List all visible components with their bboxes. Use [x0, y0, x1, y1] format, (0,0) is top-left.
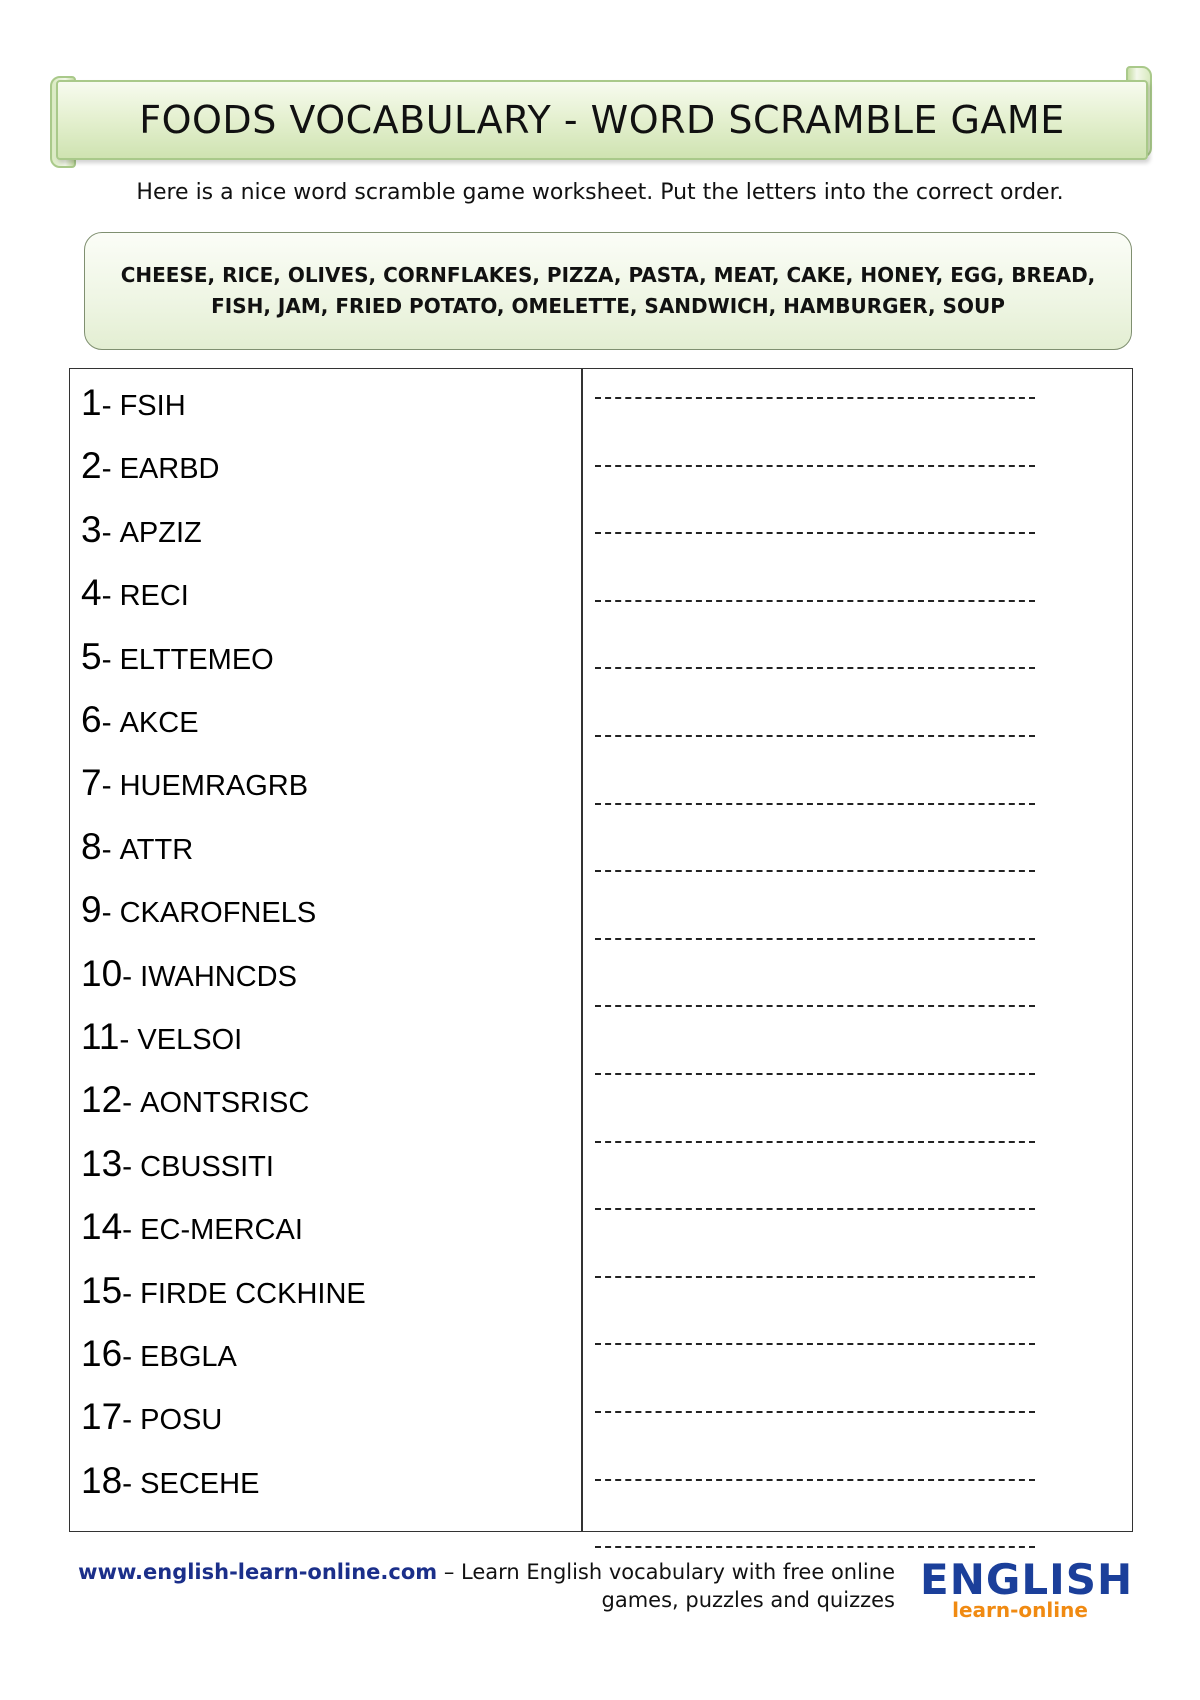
exercise-row	[70, 1332, 1132, 1395]
item-separator: -	[122, 1276, 133, 1310]
exercise-item	[81, 761, 308, 808]
exercise-row	[70, 952, 1132, 1015]
item-number: 15	[81, 1269, 123, 1311]
item-number: 6	[81, 699, 102, 740]
item-number: 18	[81, 1459, 123, 1501]
answer-blank[interactable]	[595, 938, 1035, 940]
logo-sub-text: learn-online	[952, 1598, 1088, 1622]
scrambled-word: EBGLA	[140, 1341, 237, 1373]
exercise-item	[81, 381, 186, 428]
exercise-item	[81, 1142, 274, 1189]
item-number: 16	[81, 1333, 123, 1374]
word-bank-box	[84, 232, 1132, 350]
exercise-row	[70, 571, 1132, 634]
exercise-item	[81, 825, 193, 872]
item-number: 8	[81, 825, 102, 867]
item-separator: -	[101, 389, 112, 422]
item-number: 13	[81, 1142, 123, 1184]
exercise-item	[81, 1332, 237, 1379]
title-banner-body	[56, 80, 1148, 160]
scrambled-word: FIRDE CCKHINE	[140, 1277, 366, 1310]
exercise-item	[81, 1078, 309, 1125]
exercise-row	[70, 1078, 1132, 1141]
scrambled-word: ATTR	[119, 833, 194, 866]
scrambled-word: ELTTEMEO	[119, 643, 274, 676]
scrambled-word: FSIH	[119, 390, 186, 422]
item-number: 5	[81, 635, 102, 677]
answer-blank[interactable]	[595, 803, 1035, 805]
exercise-item	[81, 571, 189, 618]
item-number: 14	[81, 1206, 123, 1248]
item-number: 2	[81, 445, 102, 487]
item-number: 4	[81, 572, 102, 614]
word-bank-list: CHEESE, RICE, OLIVES, CORNFLAKES, PIZZA, PASTA, MEAT, CAKE, HONEY, EGG, BREAD, FISH, JAM, FRIED POTATO, OMELETTE, SANDWICH, HAMBURGER, SOUP	[120, 263, 1096, 318]
item-number: 9	[81, 889, 102, 931]
answer-blank[interactable]	[595, 600, 1035, 602]
scrambled-word: VELSOI	[137, 1024, 243, 1056]
page-title: FOODS VOCABULARY - WORD SCRAMBLE GAME	[139, 98, 1065, 142]
exercise-item	[81, 1459, 259, 1506]
item-number: 1	[81, 382, 102, 423]
item-separator: -	[101, 515, 112, 549]
exercise-row	[70, 381, 1132, 444]
scrambled-word: AONTSRISC	[140, 1087, 310, 1120]
exercise-item	[81, 952, 297, 999]
exercise-table	[69, 368, 1133, 1532]
item-separator: -	[122, 959, 133, 993]
item-separator: -	[122, 1403, 133, 1437]
item-separator: -	[122, 1466, 133, 1500]
scrambled-word: EARBD	[119, 453, 220, 486]
exercise-item	[81, 1395, 222, 1442]
exercise-row	[70, 1395, 1132, 1458]
scrambled-word: EC-MERCAI	[140, 1214, 303, 1247]
exercise-item	[81, 508, 202, 555]
answer-blank[interactable]	[595, 1546, 1035, 1548]
item-separator: -	[101, 706, 112, 739]
answer-blank[interactable]	[595, 735, 1035, 737]
footer-text	[40, 1558, 895, 1614]
answer-blank[interactable]	[595, 465, 1035, 467]
answer-blank[interactable]	[595, 1005, 1035, 1007]
scrambled-word: RECI	[119, 580, 189, 613]
scrambled-word: AKCE	[119, 707, 199, 739]
scrambled-word: IWAHNCDS	[140, 960, 297, 993]
item-number: 3	[81, 508, 102, 550]
scrambled-word: CBUSSITI	[140, 1150, 274, 1183]
exercise-item	[81, 698, 199, 745]
exercise-row	[70, 635, 1132, 698]
exercise-row	[70, 825, 1132, 888]
exercise-row	[70, 1142, 1132, 1205]
item-separator: -	[101, 579, 112, 613]
item-number: 7	[81, 762, 102, 804]
footer-tagline-1: – Learn English vocabulary with free online	[437, 1560, 895, 1584]
answer-blank[interactable]	[595, 397, 1035, 399]
scrambled-word: CKAROFNELS	[119, 897, 317, 930]
exercise-item	[81, 1269, 366, 1316]
exercise-item	[81, 635, 274, 682]
footer-url[interactable]: www.english-learn-online.com	[78, 1560, 438, 1584]
answer-blank[interactable]	[595, 667, 1035, 669]
exercise-row	[70, 444, 1132, 507]
item-separator: -	[101, 452, 112, 486]
instructions: Here is a nice word scramble game worksheet. Put the letters into the correct order.	[136, 180, 1064, 205]
item-separator: -	[101, 832, 112, 866]
scrambled-word: SECEHE	[140, 1467, 260, 1500]
exercise-row	[70, 761, 1132, 824]
exercise-row	[70, 698, 1132, 761]
item-separator: -	[101, 769, 112, 803]
scrambled-word: HUEMRAGRB	[119, 770, 309, 803]
item-separator: -	[122, 1340, 133, 1373]
exercise-item	[81, 1015, 242, 1062]
title-banner	[50, 66, 1152, 172]
answer-blank[interactable]	[595, 870, 1035, 872]
scrambled-word: APZIZ	[119, 516, 202, 549]
exercise-row	[70, 1269, 1132, 1332]
exercise-row	[70, 1459, 1132, 1522]
exercise-row	[70, 508, 1132, 571]
brand-logo	[920, 1555, 1134, 1622]
item-number: 12	[81, 1079, 123, 1121]
item-separator: -	[122, 1086, 133, 1120]
exercise-item	[81, 888, 316, 935]
exercise-item	[81, 444, 220, 491]
footer-tagline-2: games, puzzles and quizzes	[601, 1588, 895, 1612]
answer-blank[interactable]	[595, 532, 1035, 534]
item-number: 10	[81, 952, 123, 994]
exercise-row	[70, 1205, 1132, 1268]
item-separator: -	[101, 642, 112, 676]
exercise-row	[70, 888, 1132, 951]
item-separator: -	[122, 1213, 133, 1247]
logo-main-text: ENGLISH	[920, 1555, 1134, 1604]
item-number: 17	[81, 1396, 123, 1438]
answer-blank[interactable]	[595, 1073, 1035, 1075]
item-separator: -	[119, 1023, 130, 1056]
scrambled-word: POSU	[140, 1404, 223, 1437]
item-number: 11	[81, 1016, 120, 1057]
exercise-item	[81, 1205, 303, 1252]
item-separator: -	[101, 896, 112, 930]
exercise-row	[70, 1015, 1132, 1078]
item-separator: -	[122, 1149, 133, 1183]
